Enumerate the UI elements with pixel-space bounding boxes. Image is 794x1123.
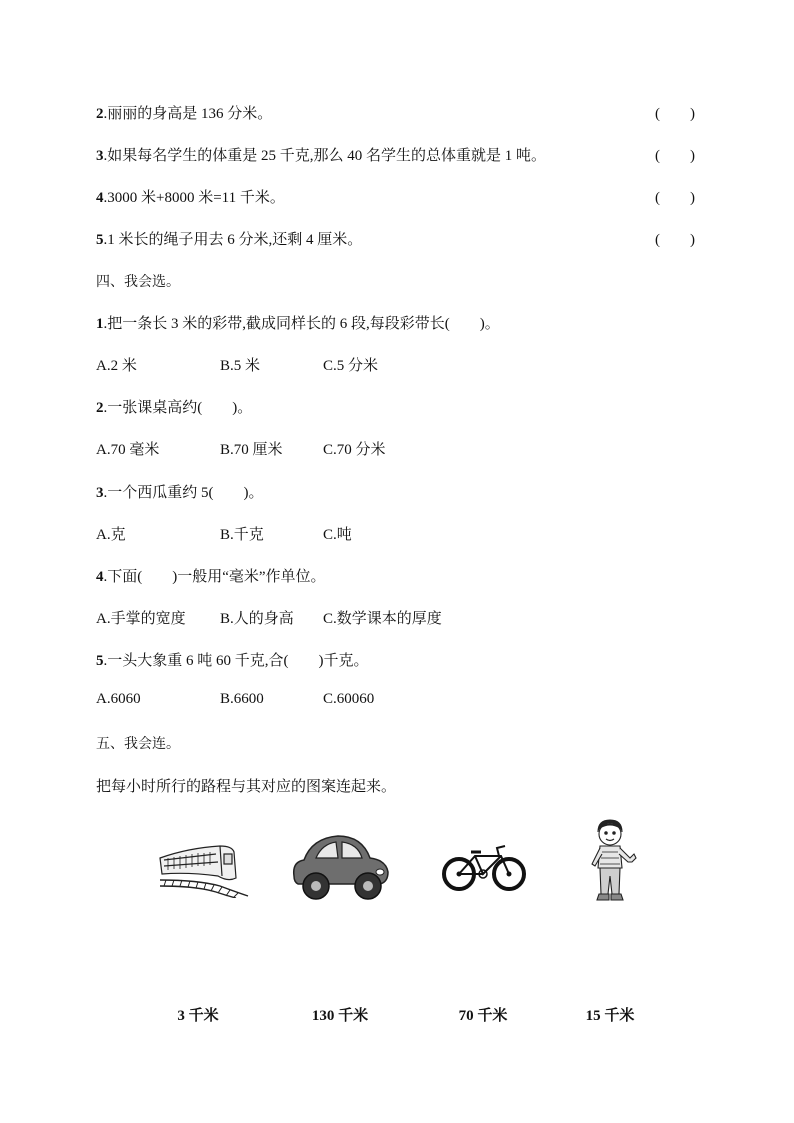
choose-question-2: [96, 396, 252, 417]
distance-label[interactable]: 3 千米: [177, 1008, 219, 1024]
question-number: 4: [96, 569, 104, 585]
connect-instruction: 把每小时所行的路程与其对应的图案连起来。: [96, 779, 397, 795]
section-heading-choose: 四、我会选。: [96, 274, 180, 290]
option-a[interactable]: A.6060: [96, 691, 141, 707]
judge-item-3: [96, 144, 546, 165]
option-b[interactable]: B.6600: [220, 691, 264, 707]
question-text: .下面( )一般用“毫米”作单位。: [103, 569, 326, 585]
item-text: .3000 米+8000 米=11 千米。: [103, 190, 285, 206]
option-a[interactable]: A.2 米: [96, 358, 137, 374]
question-number: 2: [96, 400, 104, 416]
option-b[interactable]: B.千克: [220, 527, 264, 543]
choose-question-1: [96, 312, 500, 333]
option-a[interactable]: A.手掌的宽度: [96, 611, 186, 627]
option-c[interactable]: C.吨: [323, 527, 352, 543]
judge-item-5: [96, 228, 362, 249]
question-text: .一头大象重 6 吨 60 千克,合( )千克。: [103, 653, 369, 669]
item-number: 2: [96, 106, 104, 122]
section-heading-connect: 五、我会连。: [96, 736, 180, 752]
question-number: 3: [96, 485, 104, 501]
answer-paren[interactable]: ( ): [655, 190, 695, 206]
item-text: .丽丽的身高是 136 分米。: [103, 106, 273, 122]
option-c[interactable]: C.70 分米: [323, 442, 386, 458]
question-text: .把一条长 3 米的彩带,截成同样长的 6 段,每段彩带长( )。: [103, 316, 500, 332]
question-text: .一个西瓜重约 5( )。: [103, 485, 264, 501]
distance-label[interactable]: 15 千米: [585, 1008, 635, 1024]
bicycle-icon[interactable]: [441, 838, 527, 894]
item-text: .1 米长的绳子用去 6 分米,还剩 4 厘米。: [103, 232, 363, 248]
option-b[interactable]: B.70 厘米: [220, 442, 283, 458]
item-number: 3: [96, 148, 104, 164]
car-icon[interactable]: [288, 832, 392, 902]
item-number: 4: [96, 190, 104, 206]
distance-label[interactable]: 130 千米: [311, 1008, 369, 1024]
option-a[interactable]: A.70 毫米: [96, 442, 160, 458]
distance-label[interactable]: 70 千米: [458, 1008, 508, 1024]
question-number: 1: [96, 316, 104, 332]
answer-paren[interactable]: ( ): [655, 232, 695, 248]
choose-question-3: [96, 481, 264, 502]
option-a[interactable]: A.克: [96, 527, 126, 543]
option-c[interactable]: C.5 分米: [323, 358, 379, 374]
option-b[interactable]: B.5 米: [220, 358, 261, 374]
option-c[interactable]: C.数学课本的厚度: [323, 611, 442, 627]
boy-icon[interactable]: [586, 818, 638, 904]
train-icon[interactable]: [158, 836, 254, 898]
item-text: .如果每名学生的体重是 25 千克,那么 40 名学生的总体重就是 1 吨。: [103, 148, 547, 164]
choose-question-5: [96, 649, 369, 670]
option-b[interactable]: B.人的身高: [220, 611, 294, 627]
option-c[interactable]: C.60060: [323, 691, 375, 707]
choose-question-4: [96, 565, 326, 586]
answer-paren[interactable]: ( ): [655, 106, 695, 122]
question-number: 5: [96, 653, 104, 669]
judge-item-4: [96, 186, 285, 207]
question-text: .一张课桌高约( )。: [103, 400, 253, 416]
answer-paren[interactable]: ( ): [655, 148, 695, 164]
item-number: 5: [96, 232, 104, 248]
judge-item-2: [96, 102, 272, 123]
